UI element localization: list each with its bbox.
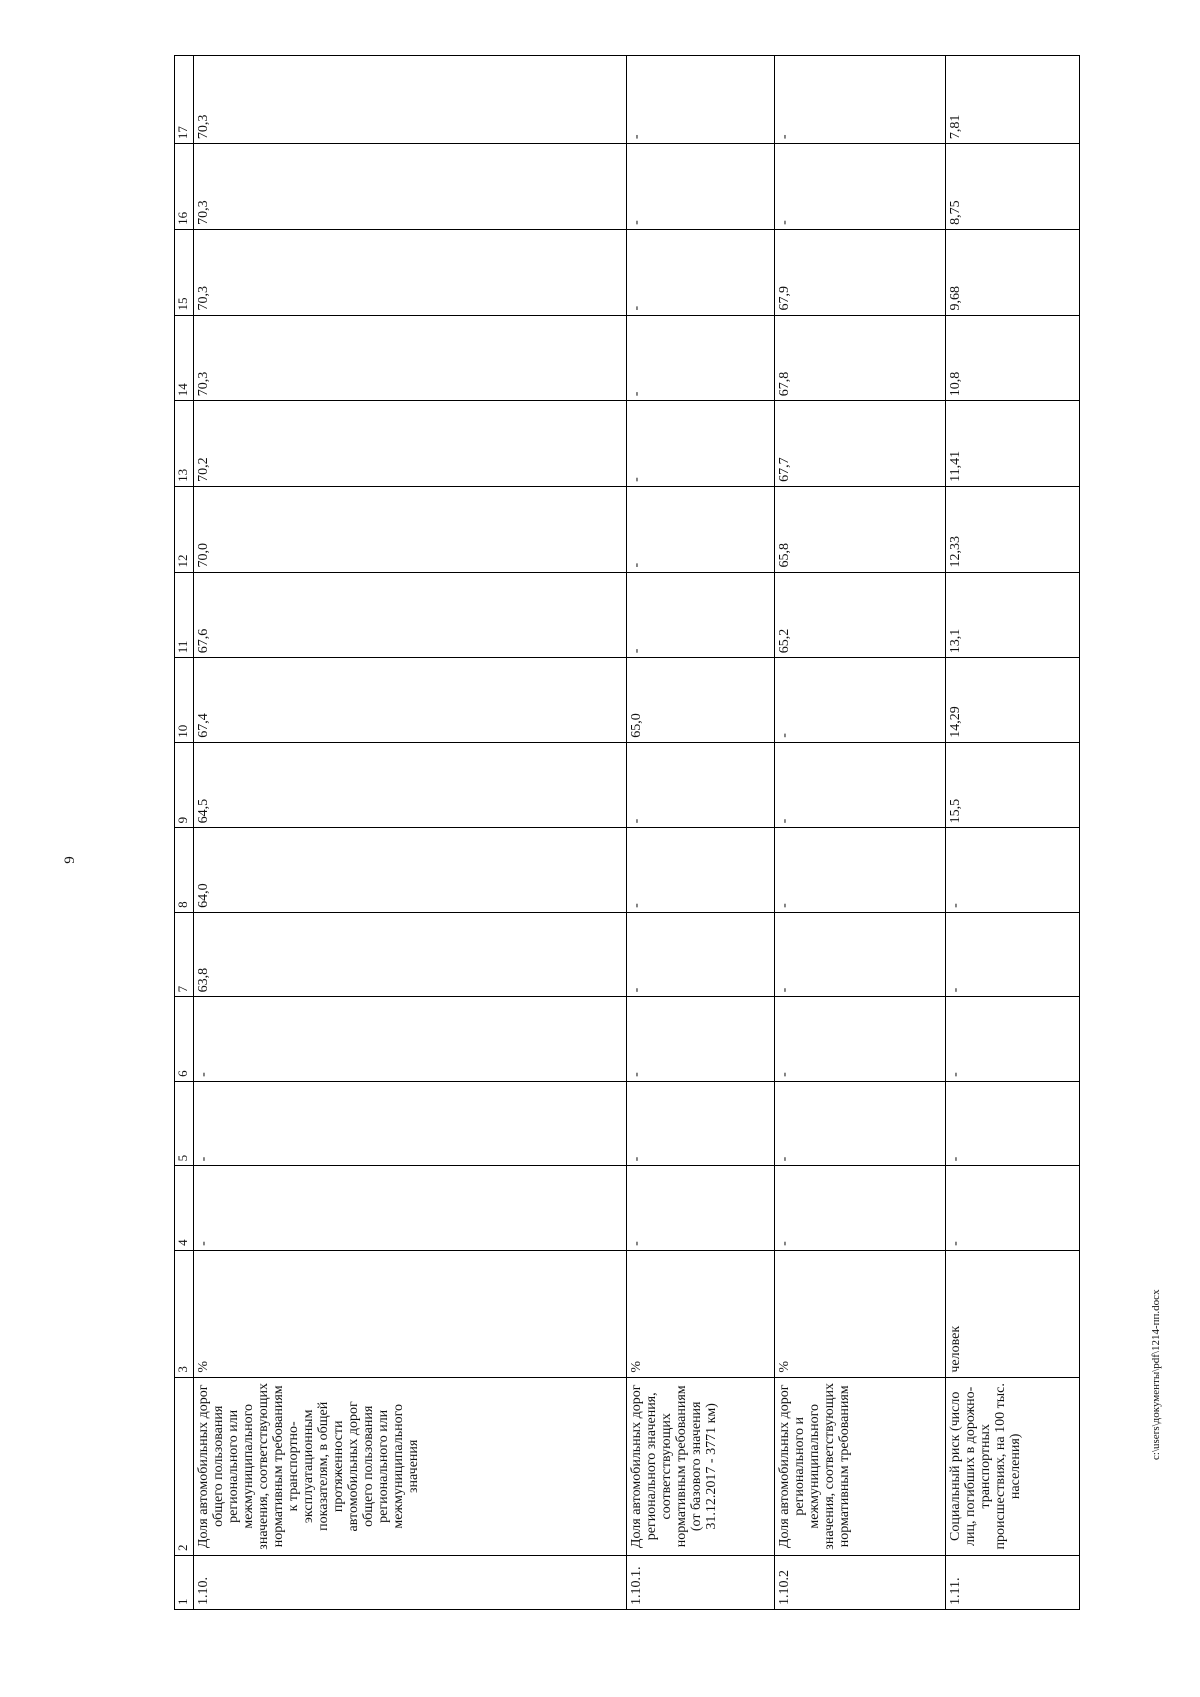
value-cell: 67,4 (194, 658, 627, 743)
value-cell: - (626, 912, 774, 997)
page-number: 9 (62, 856, 78, 864)
value-cell: 67,7 (774, 401, 945, 487)
value-cell: - (626, 315, 774, 401)
column-number-header: 7 (175, 912, 194, 997)
value-cell: 63,8 (194, 912, 627, 997)
value-cell: 13,1 (945, 572, 1079, 658)
value-cell: - (945, 828, 1079, 913)
value-cell: - (626, 1166, 774, 1251)
column-number-header: 16 (175, 144, 194, 230)
value-cell: 14,29 (945, 658, 1079, 743)
value-cell: 70,3 (194, 56, 627, 144)
value-cell: - (945, 997, 1079, 1082)
column-number-header: 2 (175, 1377, 194, 1555)
value-cell: 9,68 (945, 229, 1079, 315)
value-cell: - (945, 912, 1079, 997)
value-cell: 70,3 (194, 144, 627, 230)
value-cell: 67,8 (774, 315, 945, 401)
column-number-header: 14 (175, 315, 194, 401)
value-cell: - (626, 56, 774, 144)
value-cell: 70,3 (194, 315, 627, 401)
column-number-header: 8 (175, 828, 194, 913)
value-cell: - (626, 144, 774, 230)
unit-cell: % (774, 1250, 945, 1377)
value-cell: - (626, 401, 774, 487)
value-cell: 67,6 (194, 572, 627, 658)
column-number-header: 11 (175, 572, 194, 658)
value-cell: 64,0 (194, 828, 627, 913)
value-cell: - (194, 1166, 627, 1251)
column-number-header: 6 (175, 997, 194, 1082)
column-number-header: 12 (175, 486, 194, 572)
value-cell: 70,2 (194, 401, 627, 487)
indicators-table-container (174, 55, 1080, 1610)
value-cell: - (774, 912, 945, 997)
value-cell: - (774, 997, 945, 1082)
column-number-row (175, 56, 194, 1610)
indicator-description-cell: Доля автомобильных дорог общего пользования регионального или межмуниципального значения, соответствующих нормативным требованиям к транспортно-эксплуатационным показателям, в общей протяженности автомобильных дорог общего пользования регионального или межмуниципального значения (194, 1377, 627, 1555)
value-cell: - (774, 56, 945, 144)
table-row (626, 56, 774, 1610)
column-number-header: 13 (175, 401, 194, 487)
value-cell: - (945, 1081, 1079, 1166)
unit-cell: % (626, 1250, 774, 1377)
value-cell: 15,5 (945, 742, 1079, 828)
unit-cell: % (194, 1250, 627, 1377)
value-cell: - (945, 1166, 1079, 1251)
value-cell: - (774, 144, 945, 230)
table-body (194, 56, 1080, 1610)
indicator-code-cell: 1.10.1. (626, 1556, 774, 1610)
indicator-description-cell: Доля автомобильных дорог регионального и межмуниципального значения, соответствующих нормативным требованиям (774, 1377, 945, 1555)
indicator-description-cell: Доля автомобильных дорог регионального значения, соответствующих нормативным требованиям (от базового значения 31.12.2017 - 3771 км) (626, 1377, 774, 1555)
column-number-header: 3 (175, 1250, 194, 1377)
value-cell: 8,75 (945, 144, 1079, 230)
value-cell: - (774, 1166, 945, 1251)
value-cell: - (194, 997, 627, 1082)
value-cell: - (626, 572, 774, 658)
value-cell: 12,33 (945, 486, 1079, 572)
value-cell: - (626, 742, 774, 828)
value-cell: 70,3 (194, 229, 627, 315)
column-number-header: 1 (175, 1556, 194, 1610)
indicator-code-cell: 1.10. (194, 1556, 627, 1610)
value-cell: - (626, 1081, 774, 1166)
column-number-header: 15 (175, 229, 194, 315)
column-number-header: 9 (175, 742, 194, 828)
table-row (774, 56, 945, 1610)
value-cell: 70,0 (194, 486, 627, 572)
value-cell: - (626, 828, 774, 913)
value-cell: 65,2 (774, 572, 945, 658)
table-row (194, 56, 627, 1610)
value-cell: - (626, 486, 774, 572)
value-cell: - (774, 828, 945, 913)
column-number-header: 10 (175, 658, 194, 743)
value-cell: 11,41 (945, 401, 1079, 487)
value-cell: - (194, 1081, 627, 1166)
value-cell: 65,8 (774, 486, 945, 572)
value-cell: - (774, 1081, 945, 1166)
value-cell: 10,8 (945, 315, 1079, 401)
indicators-table (174, 55, 1080, 1610)
value-cell: 64,5 (194, 742, 627, 828)
document-file-path: c:\users\документы\pdf\1214-пп.docx (1150, 1289, 1162, 1460)
value-cell: 65,0 (626, 658, 774, 743)
value-cell: - (626, 997, 774, 1082)
column-number-header: 17 (175, 56, 194, 144)
column-number-header: 4 (175, 1166, 194, 1251)
value-cell: - (774, 742, 945, 828)
indicator-code-cell: 1.10.2 (774, 1556, 945, 1610)
value-cell: 7,81 (945, 56, 1079, 144)
unit-cell: человек (945, 1250, 1079, 1377)
column-number-header: 5 (175, 1081, 194, 1166)
indicator-description-cell: Социальный риск (число лиц, погибших в дорожно-транспортных происшествиях, на 100 тыс. населения) (945, 1377, 1079, 1555)
value-cell: - (626, 229, 774, 315)
table-row (945, 56, 1079, 1610)
value-cell: - (774, 658, 945, 743)
indicator-code-cell: 1.11. (945, 1556, 1079, 1610)
value-cell: 67,9 (774, 229, 945, 315)
